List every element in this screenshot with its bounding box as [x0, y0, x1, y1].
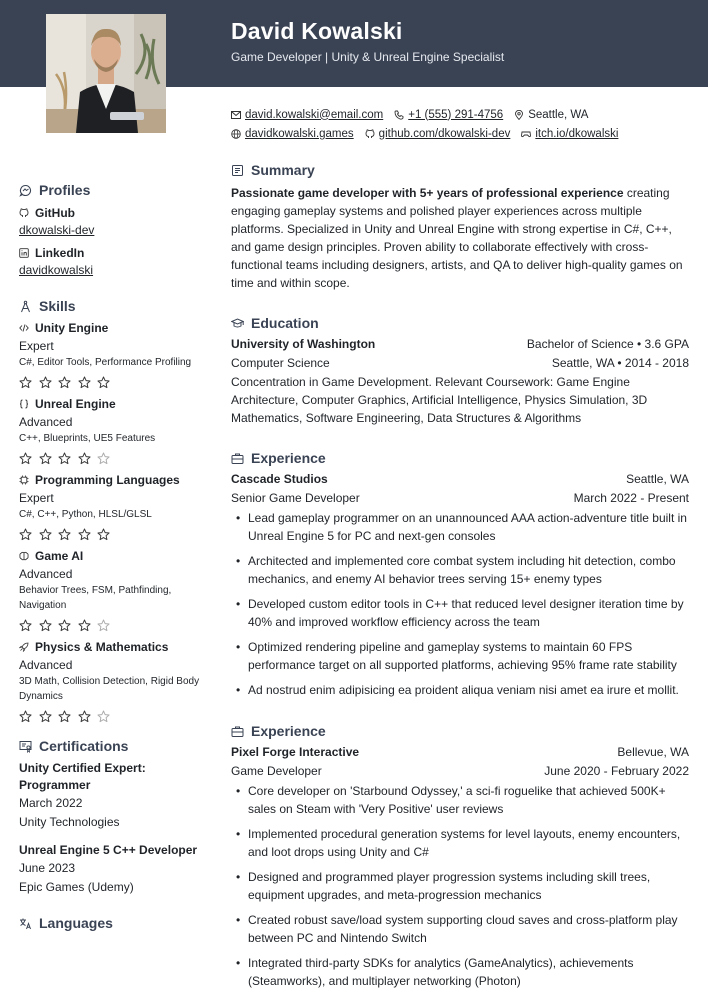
skill-level: Advanced [19, 658, 73, 672]
star-filled-icon [58, 376, 71, 389]
map-pin-icon [514, 110, 524, 120]
star-filled-icon [58, 528, 71, 541]
education-row-1 [231, 335, 689, 354]
languages-title: Languages [39, 915, 113, 931]
gamepad-icon [521, 129, 531, 139]
star-filled-icon [39, 452, 52, 465]
translate-icon [19, 917, 32, 930]
star-filled-icon [78, 619, 91, 632]
skill-item [19, 547, 214, 635]
skill-rating [19, 615, 214, 635]
skill-item [19, 395, 214, 468]
skill-name-text: Game AI [35, 548, 84, 563]
skill-keywords: 3D Math, Collision Detection, Rigid Body Dynamics [19, 676, 200, 702]
job-highlight: • Designed and programmed player progression systems including skill trees, equipment upgrades, and meta-progression mechanics [231, 868, 689, 904]
education-row-2 [231, 354, 689, 373]
languages-heading [19, 913, 214, 933]
job-location: Seattle, WA [626, 472, 689, 486]
certifications-heading [19, 736, 214, 756]
star-filled-icon [39, 528, 52, 541]
star-filled-icon [58, 452, 71, 465]
cert-date: March 2022 [19, 796, 83, 810]
job-highlight: • Ad nostrud enim adipisicing ea proident aliqua veniam nisi amet ea irure et mollit. [231, 681, 689, 699]
code-icon [19, 323, 29, 333]
skill-level: Expert [19, 491, 54, 505]
job-company: Cascade Studios [231, 472, 328, 486]
profile-linkedin [19, 244, 214, 280]
summary-title: Summary [251, 162, 315, 178]
certification-item [19, 760, 214, 832]
skill-name-text: Programming Languages [35, 472, 180, 487]
left-column [19, 180, 214, 933]
skill-keywords: C#, C++, Python, HLSL/GLSL [19, 509, 152, 520]
star-filled-icon [39, 619, 52, 632]
braces-icon [19, 399, 29, 409]
skills-title: Skills [39, 298, 76, 314]
skill-rating [19, 706, 214, 726]
profile-github [19, 204, 214, 240]
certifications-title: Certifications [39, 738, 129, 754]
skill-keywords: Behavior Trees, FSM, Pathfinding, Navigation [19, 585, 172, 611]
email-link[interactable]: david.kowalski@email.com [245, 108, 384, 121]
job-row-2 [231, 762, 689, 781]
star-filled-icon [97, 528, 110, 541]
briefcase-icon [231, 452, 244, 465]
linkedin-icon [19, 248, 29, 258]
location-text: Seattle, WA [528, 108, 589, 121]
star-empty-icon [97, 452, 110, 465]
job-highlight: • Lead gameplay programmer on an unannounced AAA action-adventure title built in Unreal Engine 5 for PC and next-gen consoles [231, 509, 689, 545]
chat-icon [19, 184, 32, 197]
github-icon [19, 208, 29, 218]
star-empty-icon [97, 619, 110, 632]
profile-network [19, 204, 214, 221]
profile-username-link[interactable]: dkowalski-dev [19, 223, 95, 237]
star-empty-icon [97, 710, 110, 723]
job-row-1 [231, 743, 689, 762]
github-link[interactable]: github.com/dkowalski-dev [378, 127, 511, 140]
profile-network-label: LinkedIn [35, 245, 85, 260]
star-filled-icon [58, 619, 71, 632]
contact-row-1 [231, 105, 691, 124]
summary-rest: creating engaging gameplay systems and polished player experiences across multiple platforms. Specialized in Unity and Unreal Engine with strong expertise in C#, C++, and game design principles. Proven ability to collaborate effectively with cross-functional teams including designers, artists, and QA to deliver high-quality games on time and within scope. [231, 186, 683, 290]
candidate-headline: Game Developer | Unity & Unreal Engine Specialist [231, 50, 505, 64]
contact-github[interactable] [365, 128, 511, 140]
skill-level: Expert [19, 339, 54, 353]
star-filled-icon [58, 710, 71, 723]
cert-name: Unreal Engine 5 C++ Developer [19, 843, 198, 857]
graduation-cap-icon [231, 317, 244, 330]
skill-item [19, 471, 214, 544]
website-link[interactable]: davidkowalski.games [245, 127, 354, 140]
job-dates: June 2020 - February 2022 [544, 764, 689, 778]
skill-name [19, 471, 214, 488]
skill-rating [19, 448, 214, 468]
education-institution: University of Washington [231, 337, 376, 351]
experience-heading [231, 448, 689, 468]
education-heading [231, 313, 689, 333]
contact-phone[interactable] [394, 109, 503, 121]
education-place-dates: Seattle, WA • 2014 - 2018 [551, 356, 689, 370]
skill-name [19, 638, 214, 655]
cert-issuer: Unity Technologies [19, 815, 120, 829]
skill-item [19, 319, 214, 392]
job-location: Bellevue, WA [617, 745, 689, 759]
skill-name [19, 319, 214, 336]
education-title: Education [251, 315, 319, 331]
star-filled-icon [78, 710, 91, 723]
job-highlights [231, 782, 689, 990]
education-area: Computer Science [231, 356, 330, 370]
rocket-icon [19, 642, 29, 652]
experience-title: Experience [251, 723, 326, 739]
skill-level: Advanced [19, 567, 73, 581]
star-filled-icon [19, 452, 32, 465]
profiles-heading [19, 180, 214, 200]
phone-icon [394, 110, 404, 120]
contact-itch[interactable] [521, 128, 618, 140]
certificate-icon [19, 740, 32, 753]
contact-info [231, 105, 691, 143]
profile-network-label: GitHub [35, 205, 75, 220]
job-row-1 [231, 470, 689, 489]
skill-name [19, 395, 214, 412]
skill-name-text: Unreal Engine [35, 396, 116, 411]
star-filled-icon [19, 376, 32, 389]
job-highlight: • Created robust save/load system supporting cloud saves and cross-platform play between PC and Nintendo Switch [231, 911, 689, 947]
job-dates: March 2022 - Present [573, 491, 689, 505]
skills-heading [19, 296, 214, 316]
skill-keywords: C#, Editor Tools, Performance Profiling [19, 357, 192, 368]
chip-icon [19, 475, 29, 485]
profile-network [19, 244, 214, 261]
briefcase-icon [231, 725, 244, 738]
summary-heading [231, 160, 689, 180]
cert-name: Unity Certified Expert: Programmer [19, 761, 146, 792]
contact-location [514, 109, 588, 121]
cert-issuer: Epic Games (Udemy) [19, 880, 134, 894]
education-details: Concentration in Game Development. Relevant Coursework: Game Engine Architecture, Computer Graphics, Artificial Intelligence, Physics Simulation, 3D Mathematics, Software Engineering, Data Structures & Algorithms [231, 375, 648, 425]
star-filled-icon [19, 528, 32, 541]
summary-lead: Passionate game developer with 5+ years of professional experience [231, 186, 624, 200]
star-filled-icon [19, 619, 32, 632]
skill-name-text: Unity Engine [35, 320, 109, 335]
job-highlight: • Implemented procedural generation systems for level layouts, enemy encounters, and loot drops using Unity and C# [231, 825, 689, 861]
job-highlight: • Core developer on 'Starbound Odyssey,' a sci-fi roguelike that achieved 500K+ sales on Steam with 'Very Positive' user reviews [231, 782, 689, 818]
job-position: Game Developer [231, 764, 322, 778]
job-position: Senior Game Developer [231, 491, 360, 505]
job-highlight: • Developed custom editor tools in C++ that reduced level designer iteration time by 40% and improved workflow efficiency across the team [231, 595, 689, 631]
profile-username-link[interactable]: davidkowalski [19, 263, 94, 277]
job-highlight: • Integrated third-party SDKs for analytics (GameAnalytics), achievements (Steamworks), and multiplayer networking (Photon) [231, 954, 689, 990]
job-highlight: • Architected and implemented core combat system including hit detection, combo mechanics, and enemy AI behavior trees serving 15+ enemy types [231, 552, 689, 588]
skill-item [19, 638, 214, 726]
contact-website[interactable] [231, 128, 354, 140]
job-row-2 [231, 489, 689, 508]
star-filled-icon [39, 710, 52, 723]
job-company: Pixel Forge Interactive [231, 745, 360, 759]
compass-icon [19, 300, 32, 313]
skill-name [19, 547, 214, 564]
profiles-title: Profiles [39, 182, 91, 198]
candidate-name: David Kowalski [231, 18, 403, 44]
skill-rating [19, 372, 214, 392]
star-filled-icon [97, 376, 110, 389]
brain-icon [19, 551, 29, 561]
star-filled-icon [78, 452, 91, 465]
document-icon [231, 164, 244, 177]
experience-heading [231, 721, 689, 741]
star-filled-icon [78, 376, 91, 389]
education-degree: Bachelor of Science • 3.6 GPA [526, 337, 689, 351]
github-icon [365, 129, 375, 139]
skill-rating [19, 524, 214, 544]
certification-item [19, 842, 214, 897]
skill-keywords: C++, Blueprints, UE5 Features [19, 433, 156, 444]
job-highlight: • Optimized rendering pipeline and gameplay systems to maintain 60 FPS performance target on all supported platforms, achieving 95% frame rate stability [231, 638, 689, 674]
star-filled-icon [78, 528, 91, 541]
skill-level: Advanced [19, 415, 73, 429]
contact-row-2 [231, 124, 691, 143]
star-filled-icon [19, 710, 32, 723]
skill-name-text: Physics & Mathematics [35, 639, 169, 654]
phone-link[interactable]: +1 (555) 291-4756 [408, 108, 504, 121]
contact-email[interactable] [231, 109, 383, 121]
summary-text [231, 184, 689, 292]
globe-icon [231, 129, 241, 139]
mail-icon [231, 110, 241, 120]
profile-photo [46, 14, 166, 133]
experience-title: Experience [251, 450, 326, 466]
itch-link[interactable]: itch.io/dkowalski [535, 127, 619, 140]
cert-date: June 2023 [19, 861, 76, 875]
star-filled-icon [39, 376, 52, 389]
job-highlights [231, 509, 689, 699]
right-column [231, 160, 689, 997]
